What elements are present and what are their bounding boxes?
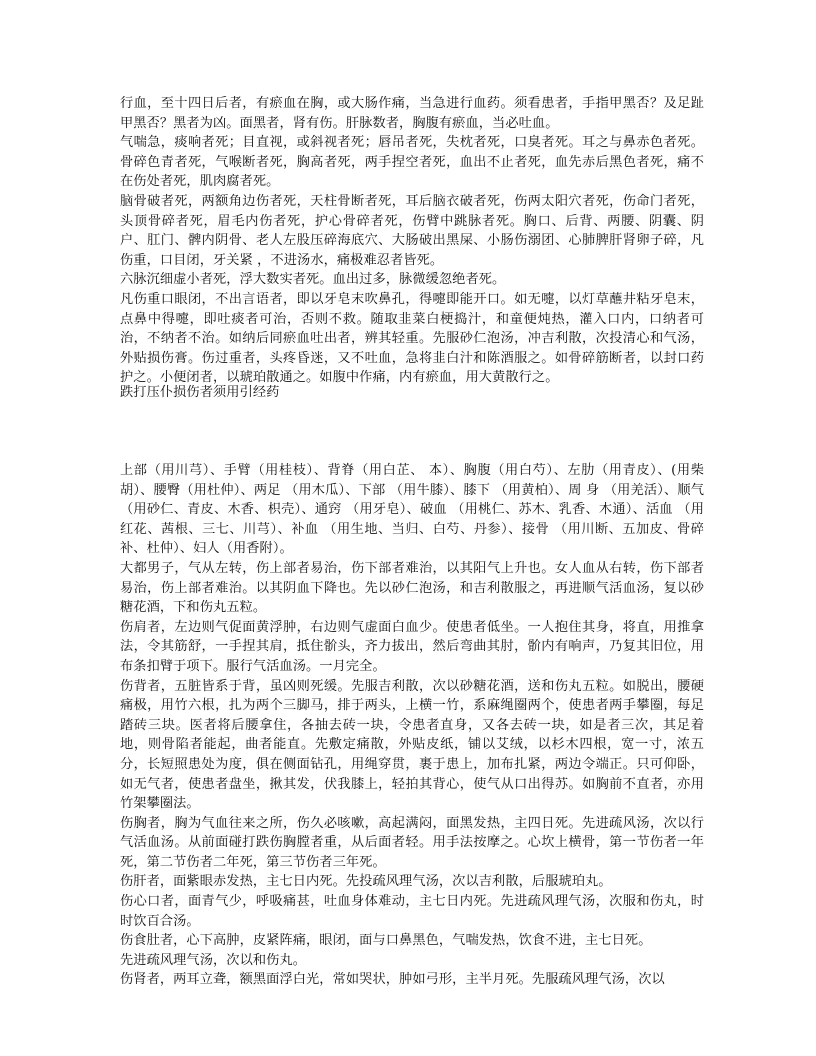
paragraph: 上部（用川芎）、手臂（用桂枝）、背脊（用白芷、 本）、胸腹（用白芍）、左肋（用青皮）、(用柴胡）、腰臀（用杜仲）、两足 （用木瓜）、下部 （用牛膝）、膝下 （用黄柏）、周 身 （用羌活）、顺气 （用砂仁、青皮、木香、枳壳）、通窍 （用牙皂）、破血 （用桃仁、苏木、乳香、木通）、活血 （用红花、茜根、三七、川芎）、补血 （用生地、当归、白芍、丹参）、接骨 （用川断、五加皮、骨碎补、杜仲）、妇人（用香附）。 [120,463,704,557]
paragraph: 先进疏风理气汤，次以和伤丸。 [120,952,307,968]
section-heading: 跌打压仆损伤者须用引经药 [120,385,280,400]
paragraph: 行血，至十四日后者，有瘀血在胸，或大肠作痛，当急进行血药。须看患者，手指甲黑否？及足趾甲黑否？黑者为凶。面黑者，肾有伤。肝脉数者，胸腹有瘀血，当必吐血。 [120,96,704,131]
paragraph: 伤背者，五脏皆系于背，虽凶则死缓。先服吉利散，次以砂糖花酒，送和伤丸五粒。如脱出，腰硬痛极，用竹六根，扎为两个三脚马，排于两头，上横一竹，系麻绳圈两个，使患者两手攀圈，每足踏砖三块。医者将后腰拿住，各抽去砖一块，令患者直身，又各去砖一块，如是者三次，其足着地，则骨陷者能起，曲者能直。先敷定痛散，外贴皮纸，铺以艾绒，以杉木四根，宽一寸，浓五分，长短照患处为度，俱在侧面钻孔，用绳穿贯，裹于患上，加布扎紧，两边令端正。只可仰卧，如无气者，使患者盘坐，揪其发，伏我膝上，轻拍其背心，使气从口出得苏。如胸前不直者，亦用竹架攀圈法。 [120,678,704,812]
paragraph: 伤胸者，胸为气血往来之所，伤久必咳嗽，高起满闷，面黑发热，主四日死。先进疏风汤，次以行气活血汤。从前面碰打跌伤胸膛者重，从后面者轻。用手法按摩之。心坎上横骨，第一节伤者一年死，第二节伤者二年死，第三节伤者三年死。 [120,815,704,870]
top-text-block [120,94,704,388]
paragraph: 气喘急，痰响者死；目直视，或斜视者死；唇吊者死，失枕者死，口臭者死。耳之与鼻赤色者死。骨碎色青者死，气喉断者死，胸高者死，两手捏空者死，血出不止者死，血先赤后黑色者死，痛不在伤处者死，肌肉腐者死。 [120,135,704,190]
paragraph: 脑骨破者死，两额角边伤者死，天柱骨断者死，耳后脑衣破者死，伤两太阳穴者死，伤命门者死，头顶骨碎者死，眉毛内伤者死，护心骨碎者死，伤臂中跳脉者死。胸口、后背、两腰、阴囊、阴户、肛门、髀内阴骨、老人左股压碎海底穴、大肠破出黑屎、小肠伤溺团、心肺脾肝肾卵子碎，凡伤重，口目闭，牙关紧 ，不进汤水，痛极难忍者皆死。 [120,193,704,268]
paragraph: 伤肝者，面紫眼赤发热，主七日内死。先投疏风理气汤，次以吉利散，后服琥珀丸。 [120,874,612,890]
paragraph: 伤肾者，两耳立聋，额黑面浮白光，常如哭状，肿如弓形，主半月死。先服疏风理气汤，次以 [120,972,665,988]
paragraph: 凡伤重口眼闭，不出言语者，即以牙皂末吹鼻孔，得嚏即能开口。如无嚏，以灯草蘸井粘牙皂末，点鼻中得嚏，即吐痰者可治，否则不救。随取韭菜白梗捣汁，和童便炖热，灌入口内，口纳者可治，不纳者不治。如纳后同瘀血吐出者，辨其轻重。先服砂仁泡汤，冲吉利散，次投清心和气汤，外贴损伤膏。伤过重者，头疼昏迷，又不吐血，急将韭白汁和陈酒服之。如骨碎筋断者，以封口药护之。小便闭者，以琥珀散通之。如腹中作痛，内有瘀血，用大黄散行之。 [120,291,704,386]
paragraph: 伤肩者，左边则气促面黄浮肿，右边则气虚面白血少。使患者低坐。一人抱住其身，将直，用推拿法，令其筋舒，一手捏其肩，抵住骱头，齐力拔出，然后弯曲其肘，骱内有响声，乃复其旧位，用布条扣臂于项下。服行气活血汤。一月完全。 [120,619,704,674]
bottom-text-block [120,461,704,990]
paragraph: 大都男子，气从左转，伤上部者易治，伤下部者难治，以其阳气上升也。女人血从右转，伤下部者易治，伤上部者难治。以其阴血下降也。先以砂仁泡汤，和吉利散服之，再进顺气活血汤，复以砂糖花酒，下和伤丸五粒。 [120,560,704,616]
paragraph: 伤食肚者，心下高肿，皮紧阵痛，眼闭，面与口鼻黑色，气喘发热，饮食不进，主七日死。 [120,933,652,949]
paragraph: 六脉沉细虚小者死，浮大数实者死。血出过多，脉微缓忽绝者死。 [120,272,506,288]
paragraph: 伤心口者，面青气少，呼吸痛甚，吐血身体难动，主七日内死。先进疏风理气汤，次服和伤丸，时时饮百合汤。 [120,894,704,929]
